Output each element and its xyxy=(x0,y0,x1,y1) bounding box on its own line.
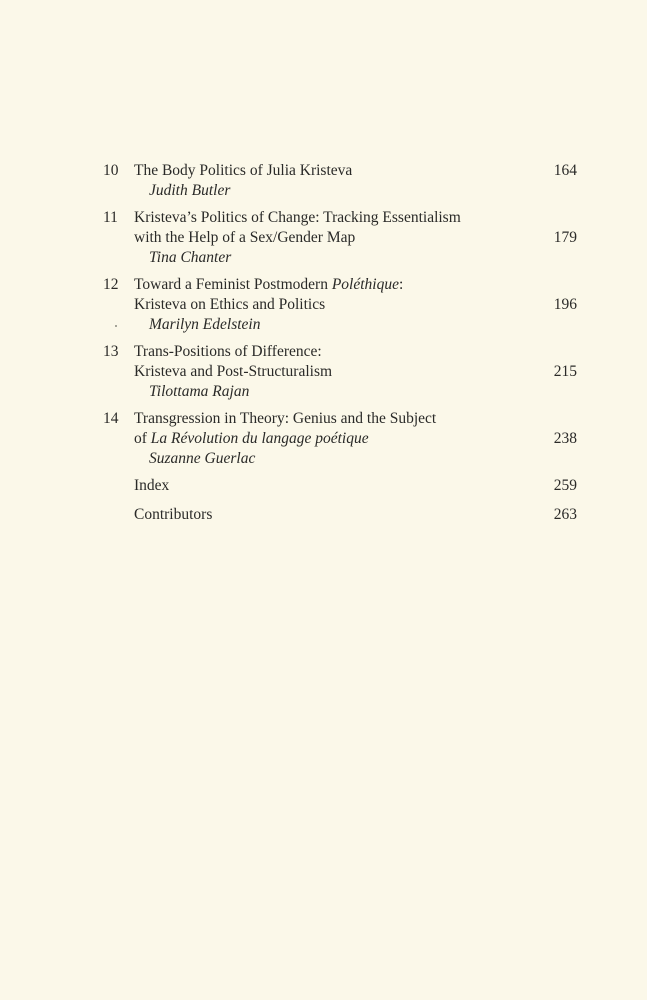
title-italic-text: Poléthique xyxy=(331,276,399,293)
back-matter-title: Index xyxy=(134,477,170,494)
chapter-title-line: Kristeva on Ethics and Politics xyxy=(134,296,326,313)
chapter-author: Marilyn Edelstein xyxy=(149,316,261,333)
chapter-title-line: The Body Politics of Julia Kristeva xyxy=(134,162,353,179)
chapter-author: Tilottama Rajan xyxy=(149,383,250,400)
chapter-page-number: 164 xyxy=(553,162,577,179)
chapter-title-line xyxy=(134,429,369,449)
chapter-author: Judith Butler xyxy=(149,182,231,199)
back-matter-title: Contributors xyxy=(134,506,213,523)
chapter-number: 14 xyxy=(103,410,119,427)
title-text: : xyxy=(398,276,404,293)
chapter-title-line xyxy=(134,275,403,295)
chapter-page-number: 196 xyxy=(553,296,577,313)
chapter-number: 12 xyxy=(103,276,119,293)
chapter-title-line: Kristeva’s Politics of Change: Tracking Essentialism xyxy=(134,209,461,226)
chapter-title-line: Transgression in Theory: Genius and the Subject xyxy=(134,410,437,427)
back-matter-page-number: 259 xyxy=(553,477,577,494)
chapter-author: Suzanne Guerlac xyxy=(149,450,256,467)
chapter-author: Tina Chanter xyxy=(149,249,232,266)
chapter-page-number: 179 xyxy=(553,229,577,246)
back-matter-page-number: 263 xyxy=(553,506,577,523)
chapter-title-line: Trans-Positions of Difference: xyxy=(134,343,322,360)
chapter-page-number: 215 xyxy=(553,363,577,380)
title-italic-text: La Révolution du langage poétique xyxy=(150,430,369,447)
title-text: of xyxy=(134,430,151,447)
chapter-page-number: 238 xyxy=(553,430,577,447)
chapter-title-line: with the Help of a Sex/Gender Map xyxy=(134,229,356,246)
chapter-number: 11 xyxy=(103,209,118,226)
paper-speck xyxy=(115,325,117,327)
chapter-number: 13 xyxy=(103,343,119,360)
title-text: Toward a Feminist Postmodern xyxy=(134,276,332,293)
chapter-title-line: Kristeva and Post-Structuralism xyxy=(134,363,333,380)
chapter-number: 10 xyxy=(103,162,119,179)
